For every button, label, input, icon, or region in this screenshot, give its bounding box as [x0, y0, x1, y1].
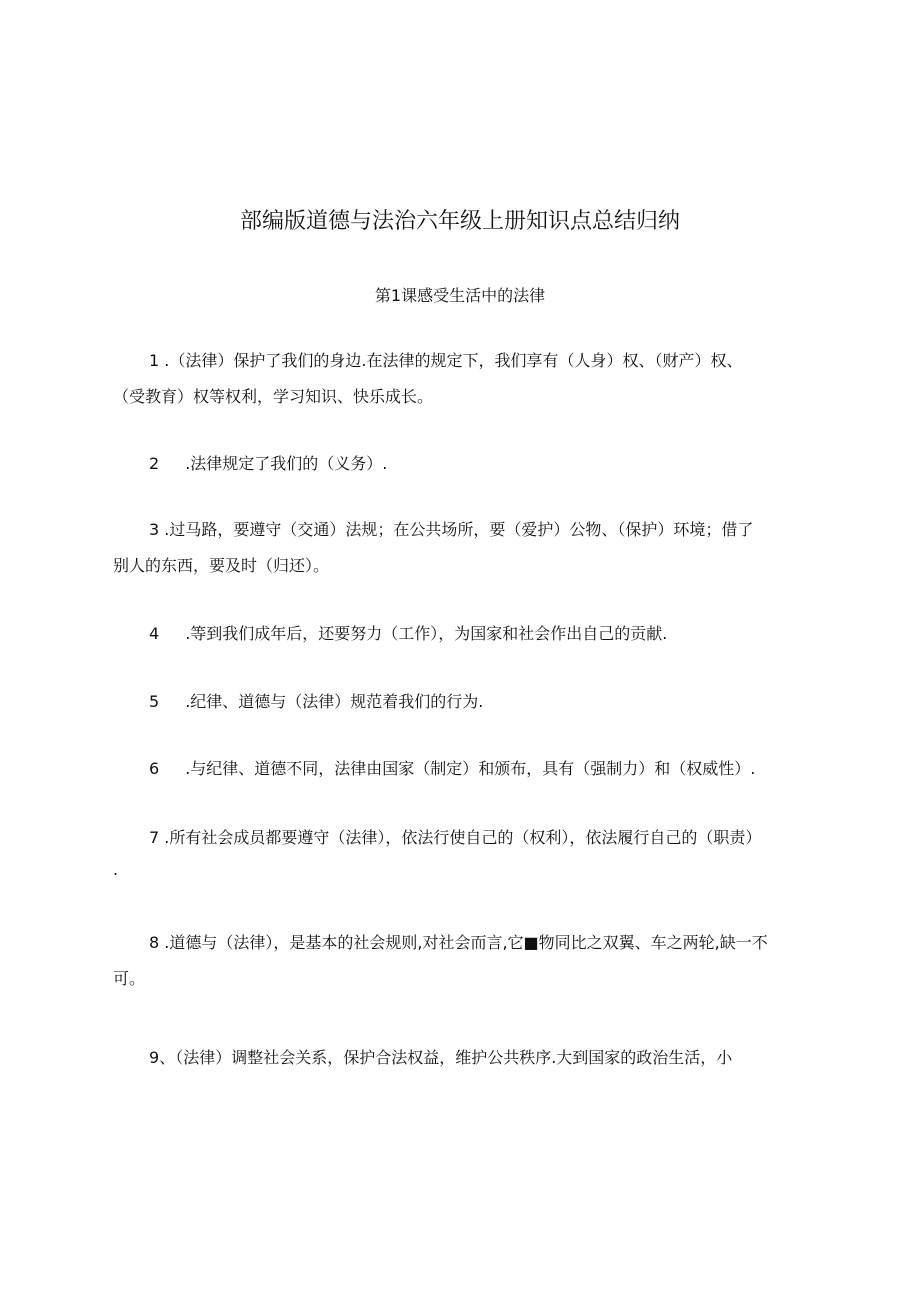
- list-item-text: .等到我们成年后，还要努力（工作），为国家和社会作出自己的贡献.: [185, 624, 668, 643]
- list-item-number: 9: [149, 1048, 160, 1067]
- list-item: [113, 616, 823, 652]
- list-item-number: 1: [149, 351, 160, 370]
- list-item-text: .所有社会成员都要遵守（法律），依法行使自己的（权利），依法履行自己的（职责）: [164, 828, 762, 847]
- list-item-text: 可。: [113, 969, 146, 988]
- list-item-text: .过马路，要遵守（交通）法规；在公共场所，要（爱护）公物、（保护）环境；借了: [164, 520, 754, 539]
- list-item-line: [113, 925, 823, 961]
- list-item-line: [113, 820, 823, 856]
- list-item-number: 7: [149, 828, 160, 847]
- list-item-text: （受教育）权等权利，学习知识、快乐成长。: [113, 387, 434, 406]
- list-item-line: [113, 961, 823, 997]
- list-item: [113, 1040, 823, 1076]
- list-item-text: .与纪律、道德不同，法律由国家（制定）和颁布，具有（强制力）和（权威性）.: [185, 759, 756, 778]
- list-item-line: [113, 548, 823, 584]
- list-item-number: 3: [149, 520, 160, 539]
- list-item-line: [113, 684, 823, 720]
- list-item-number: 2: [149, 454, 160, 473]
- list-item-text: 、（法律）调整社会关系，保护合法权益，维护公共秩序.大到国家的政治生活，小: [159, 1048, 733, 1067]
- list-item: [113, 512, 823, 584]
- lesson-title: 第1课感受生活中的法律: [374, 286, 546, 305]
- list-item: [113, 751, 823, 787]
- list-item-number: 8: [149, 933, 160, 952]
- list-item: [113, 820, 823, 884]
- list-item-line: [113, 856, 823, 884]
- document-title: 部编版道德与法治六年级上册知识点总结归纳: [239, 209, 680, 234]
- list-item-text: .纪律、道德与（法律）规范着我们的行为.: [185, 692, 484, 711]
- list-item: [113, 446, 823, 482]
- list-item-line: [113, 512, 823, 548]
- list-item-number: 6: [149, 759, 160, 778]
- list-item-line: [113, 343, 823, 379]
- list-item-line: [113, 751, 823, 787]
- list-item-number: 5: [149, 692, 160, 711]
- list-item-text: .: [113, 860, 119, 879]
- list-item-text: .法律规定了我们的（义务）.: [185, 454, 388, 473]
- list-item-line: [113, 1040, 823, 1076]
- list-item: [113, 925, 823, 997]
- list-item-text: .（法律）保护了我们的身边.在法律的规定下，我们享有（人身）权、（财产）权、: [164, 351, 743, 370]
- list-item-number: 4: [149, 624, 160, 643]
- list-item-line: [113, 446, 823, 482]
- list-item: [113, 684, 823, 720]
- list-item: [113, 343, 823, 415]
- list-item-line: [113, 379, 823, 415]
- list-item-text: .道德与（法律），是基本的社会规则,对社会而言,它■物同比之双翼、车之两轮,缺一不: [164, 933, 768, 952]
- list-item-line: [113, 616, 823, 652]
- list-item-text: 别人的东西，要及时（归还）。: [113, 556, 330, 575]
